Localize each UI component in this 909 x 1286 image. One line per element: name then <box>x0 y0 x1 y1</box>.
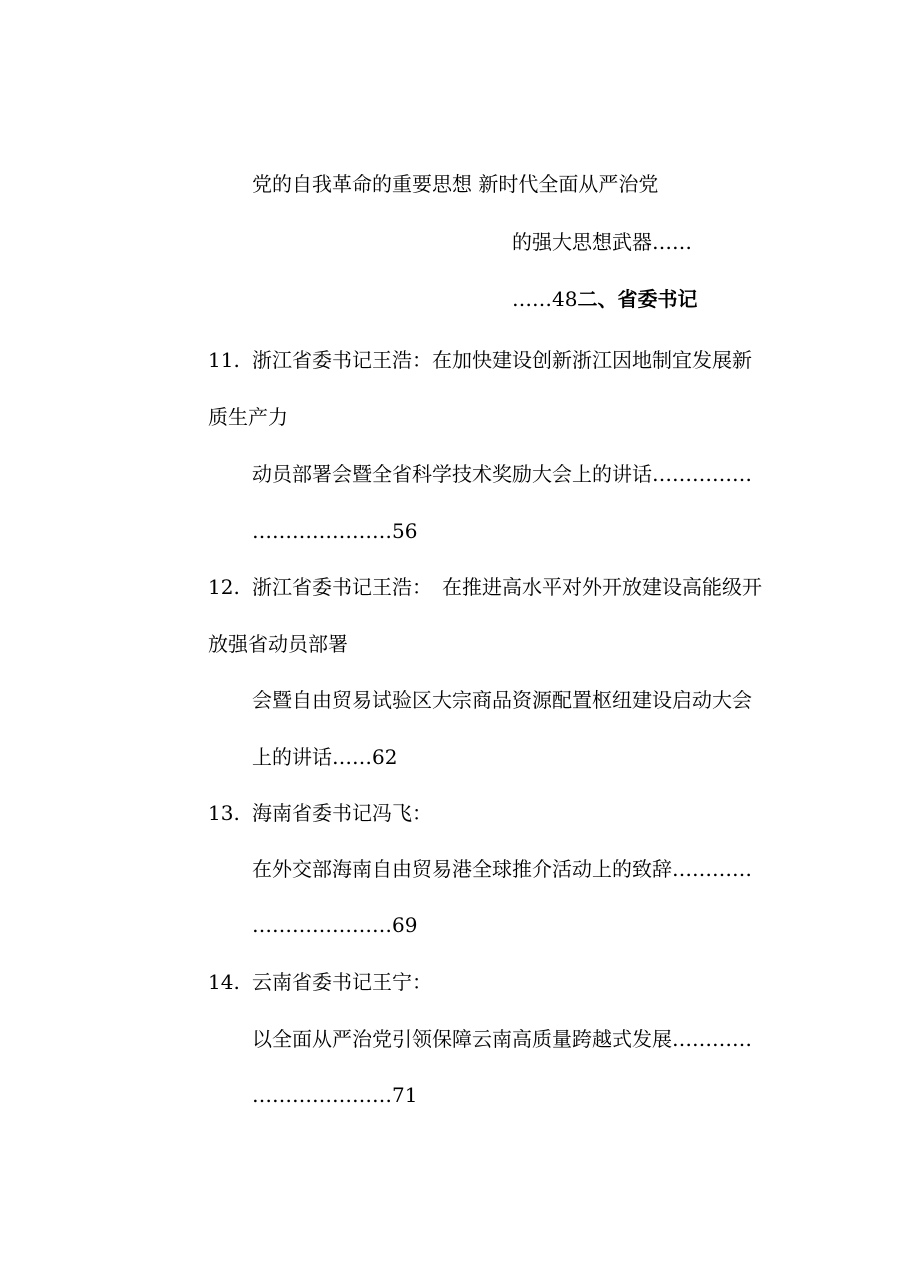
entry-number: 13. <box>208 801 240 825</box>
section-heading: 二、省委书记 <box>577 287 698 311</box>
page-number: …………………56 <box>252 519 418 543</box>
toc-line: 质生产力 <box>208 405 288 429</box>
entry-title: 浙江省委书记王浩： 在推进高水平对外开放建设高能级开 <box>252 575 762 599</box>
toc-line <box>512 287 697 311</box>
entry-title: 海南省委书记冯飞： <box>252 801 432 825</box>
toc-entry-title <box>208 801 432 825</box>
toc-entry-title <box>208 970 432 994</box>
entry-number: 11. <box>208 348 240 372</box>
toc-line: 以全面从严治党引领保障云南高质量跨越式发展………… <box>252 1027 752 1051</box>
toc-entry-title <box>208 348 752 372</box>
entry-title: 云南省委书记王宁： <box>252 970 432 994</box>
page-number: …………………71 <box>252 1083 418 1107</box>
toc-line: 放强省动员部署 <box>208 632 348 656</box>
page-number: …………………69 <box>252 913 418 937</box>
entry-title: 浙江省委书记王浩：在加快建设创新浙江因地制宜发展新 <box>252 348 752 372</box>
toc-line: 在外交部海南自由贸易港全球推介活动上的致辞………… <box>252 857 752 881</box>
page-number: ……48 <box>512 287 578 311</box>
toc-line: 党的自我革命的重要思想 新时代全面从严治党 <box>252 172 659 196</box>
toc-entry-title <box>208 575 762 599</box>
entry-number: 14. <box>208 970 240 994</box>
page-number: 上的讲话……62 <box>252 745 398 769</box>
toc-line: 动员部署会暨全省科学技术奖励大会上的讲话…………… <box>252 462 752 486</box>
entry-number: 12. <box>208 575 240 599</box>
toc-line: 会暨自由贸易试验区大宗商品资源配置枢纽建设启动大会 <box>252 688 752 712</box>
toc-line: 的强大思想武器…… <box>512 230 692 254</box>
